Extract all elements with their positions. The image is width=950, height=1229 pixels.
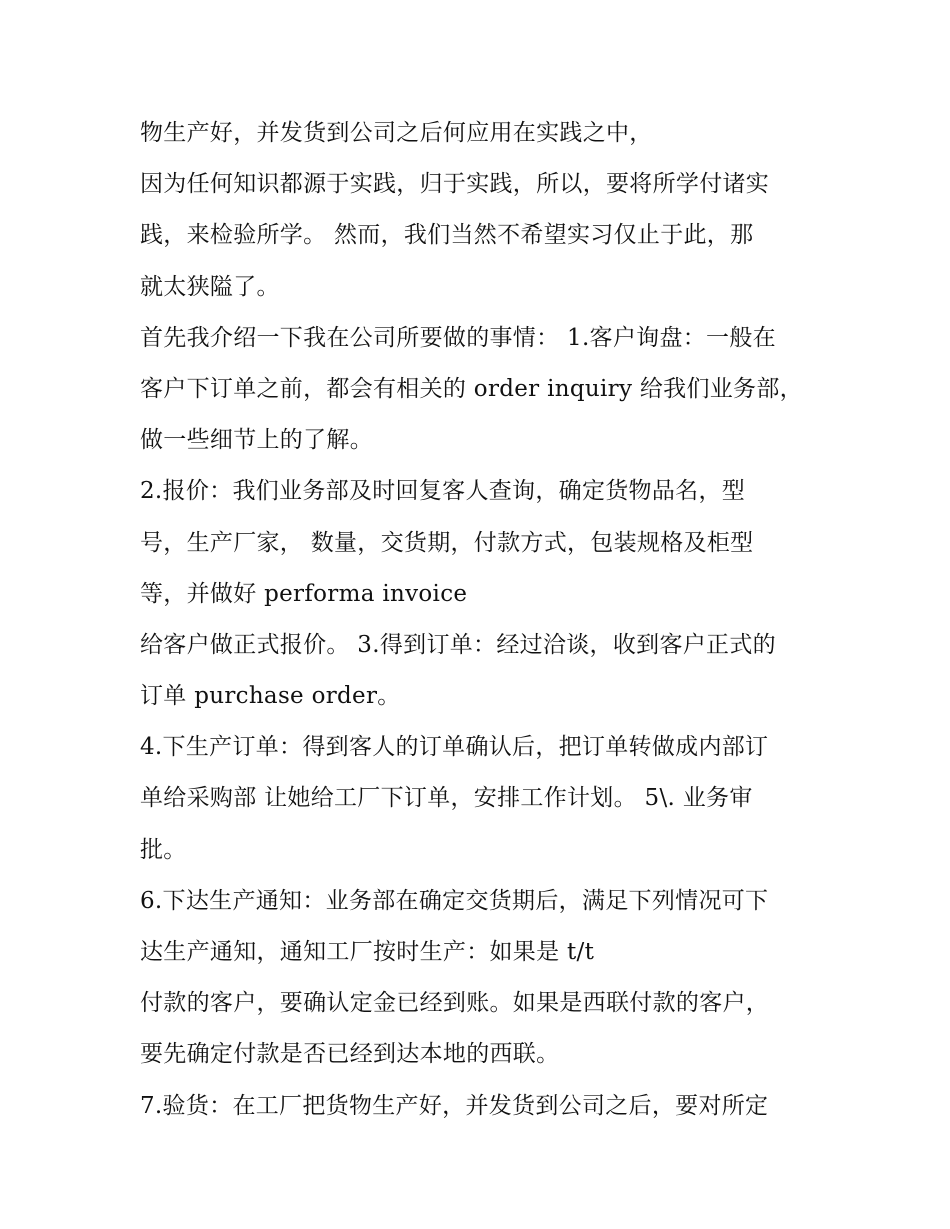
text-line: 给客户做正式报价。 3.得到订单：经过洽谈，收到客户正式的	[140, 631, 776, 658]
text-line: 号，生产厂家， 数量，交货期，付款方式，包装规格及柜型	[140, 529, 754, 556]
text-line: 客户下订单之前，都会有相关的 order inquiry 给我们业务部，	[140, 375, 803, 402]
text-line: 首先我介绍一下我在公司所要做的事情： 1.客户询盘：一般在	[140, 324, 776, 351]
text-line: 达生产通知，通知工厂按时生产：如果是 t/t	[140, 939, 595, 965]
text-line: 因为任何知识都源于实践，归于实践，所以，要将所学付诸实	[140, 171, 770, 198]
text-line: 2.报价：我们业务部及时回复客人查询，确定货物品名，型	[140, 478, 746, 505]
text-line: 6.下达生产通知：业务部在确定交货期后，满足下列情况可下	[140, 887, 769, 914]
document-body	[140, 108, 820, 1132]
text-line: 要先确定付款是否已经到达本地的西联。	[140, 1041, 560, 1068]
text-line: 做一些细节上的了解。	[140, 427, 373, 454]
text-line: 7.验货：在工厂把货物生产好，并发货到公司之后，要对所定	[140, 1092, 769, 1119]
text-line: 物生产好，并发货到公司之后何应用在实践之中，	[140, 120, 653, 146]
text-line: 4.下生产订单：得到客人的订单确认后，把订单转做成内部订	[140, 734, 769, 761]
text-line: 践，来检验所学。 然而，我们当然不希望实习仅止于此，那	[140, 222, 754, 249]
text-line: 等，并做好 performa invoice	[140, 580, 468, 607]
text-line: 付款的客户，要确认定金已经到账。如果是西联付款的客户，	[140, 990, 770, 1017]
text-line: 批。	[140, 836, 187, 863]
text-line: 就太狭隘了。	[140, 273, 280, 300]
text-line: 订单 purchase order。	[140, 683, 401, 710]
text-line: 单给采购部 让她给工厂下订单，安排工作计划。 5\. 业务审	[140, 785, 753, 812]
